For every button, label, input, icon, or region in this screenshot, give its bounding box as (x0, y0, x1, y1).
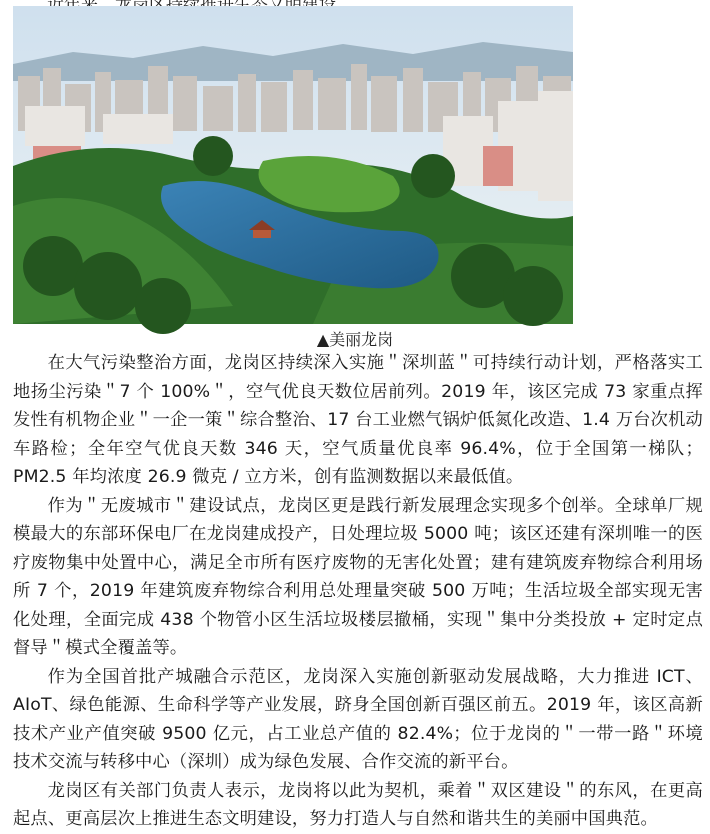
paragraph-industry: 作为全国首批产城融合示范区，龙岗深入实施创新驱动发展战略，大力推进 ICT、AIoT、绿色能源、生命科学等产业发展，跻身全国创新百强区前五。2019 年，该区高新技术产业产值突破 9500 亿元，占工业总产值的 82.4%；位于龙岗的＂一带一路＂环境技术交流与转移中心（深圳）成为绿色发展、合作交流的新平台。 (13, 666, 703, 772)
city-park-photo (13, 6, 573, 324)
city-park-lake-photo-icon (13, 6, 573, 324)
paragraph-zero-waste: 作为＂无废城市＂建设试点，龙岗区更是践行新发展理念实现多个创举。全球单厂规模最大的东部环保电厂在龙岗建成投产，日处理垃圾 5000 吨；该区还建有深圳唯一的医疗废物集中处置中心，满足全市所有医疗废物的无害化处置；建有建筑废弃物综合利用场所 7 个，2019 年建筑废弃物综合利用总处理量突破 500 万吨；生活垃圾全部实现无害化处理，全面完成 438 个物管小区生活垃圾楼层撤桶，实现＂集中分类投放 + 定时定点督导＂模式全覆盖等。 (13, 495, 703, 658)
paragraph-conclusion: 龙岗区有关部门负责人表示，龙岗将以此为契机，乘着＂双区建设＂的东风，在更高起点、更高层次上推进生态文明建设，努力打造人与自然和谐共生的美丽中国典范。 (13, 780, 703, 829)
article-body (13, 349, 703, 834)
paragraph-air-pollution: 在大气污染整治方面，龙岗区持续深入实施＂深圳蓝＂可持续行动计划，严格落实工地扬尘污染＂7 个 100%＂，空气优良天数位居前列。2019 年，该区完成 73 家重点挥发性有机物企业＂一企一策＂综合整治、17 台工业燃气锅炉低氮化改造、1.4 万台次机动车路检；全年空气优良天数 346 天，空气质量优良率 96.4%，位于全国第一梯队；PM2.5 年均浓度 26.9 微克 / 立方米，创有监测数据以来最低值。 (13, 353, 703, 487)
photo-caption: ▲美丽龙岗 (316, 330, 394, 349)
